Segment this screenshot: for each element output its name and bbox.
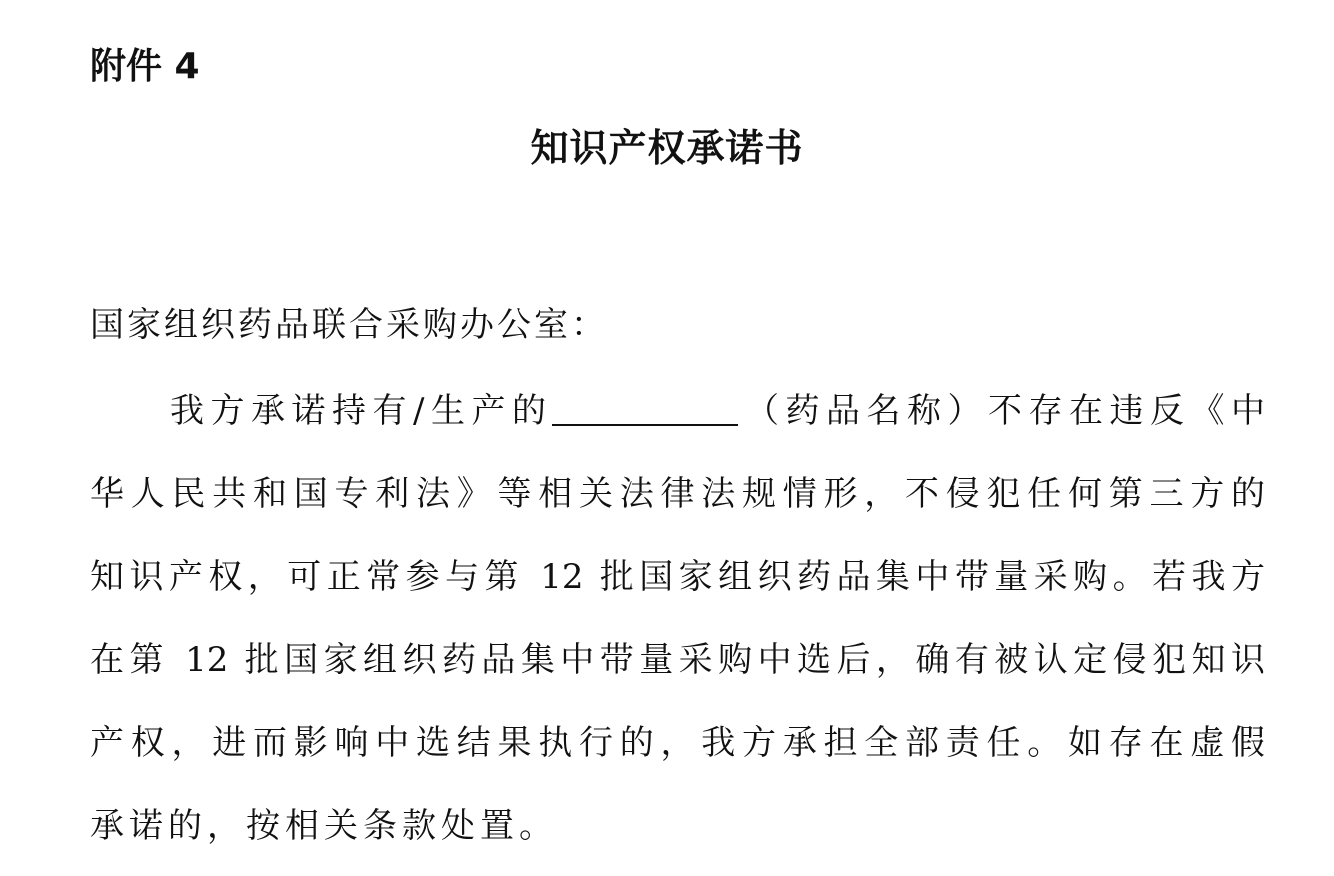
- paragraph-line-3: 知识产权，可正常参与第 12 批国家组织药品集中带量采购。若我方: [90, 557, 1265, 597]
- document-title: 知识产权承诺书: [530, 126, 804, 170]
- drug-name-blank: [552, 394, 738, 426]
- salutation: 国家组织药品联合采购办公室：: [90, 305, 608, 345]
- paragraph-line-4: 在第 12 批国家组织药品集中带量采购中选后，确有被认定侵犯知识: [90, 640, 1265, 680]
- paragraph-line-1-start: 我方承诺持有/生产的: [170, 391, 553, 431]
- paragraph-line-5: 产权，进而影响中选结果执行的，我方承担全部责任。如存在虚假: [90, 723, 1265, 763]
- paragraph-line-6: 承诺的，按相关条款处置。: [90, 806, 558, 846]
- attachment-label: 附件 4: [90, 46, 200, 87]
- commitment-paragraph: [90, 370, 1265, 868]
- paragraph-line-2: 华人民共和国专利法》等相关法律法规情形，不侵犯任何第三方的: [90, 474, 1265, 514]
- paragraph-line-1-end: （药品名称）不存在违反《中: [738, 391, 1265, 431]
- paragraph-line-1: [90, 370, 1265, 453]
